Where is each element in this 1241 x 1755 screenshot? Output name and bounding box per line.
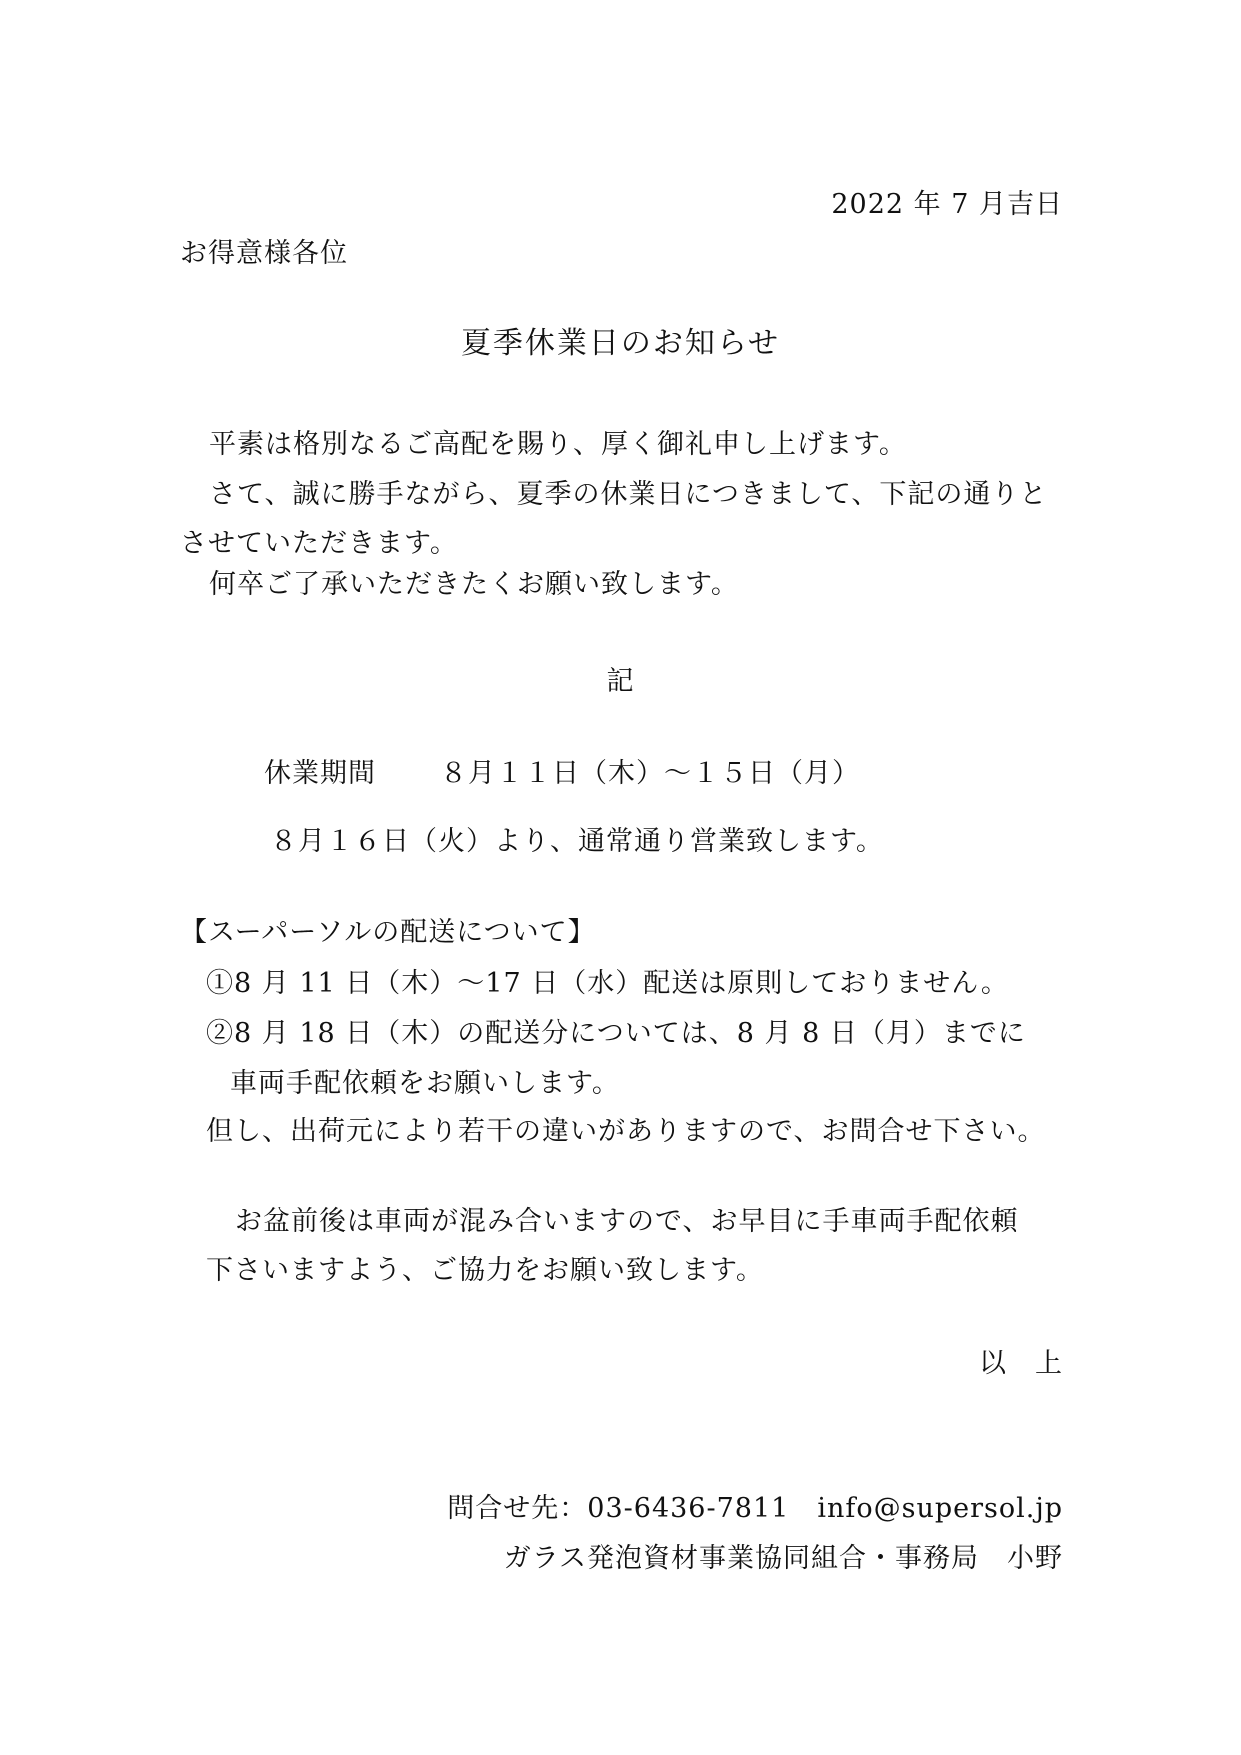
request-understanding: 何卒ご了承いただきたくお願い致します。: [209, 569, 739, 600]
delivery-item-1: ①8 月 11 日（木）～17 日（水）配送は原則しておりません。: [206, 968, 1009, 999]
closure-period-value: ８月１１日（木）～１５日（月）: [440, 758, 860, 789]
organization-signature: ガラス発泡資材事業協同組合・事務局 小野: [503, 1543, 1063, 1574]
notice-title: 夏季休業日のお知らせ: [460, 326, 781, 361]
delivery-section-heading: 【スーパーソルの配送について】: [180, 917, 596, 948]
announcement-line-2: させていただきます。: [180, 528, 458, 559]
resume-business-line: ８月１６日（火）より、通常通り営業致します。: [270, 826, 884, 857]
closing-mark: 以 上: [979, 1348, 1063, 1379]
request-line-2: 下さいますよう、ご協力をお願い致します。: [206, 1255, 764, 1286]
delivery-item-2-line-1: ②8 月 18 日（木）の配送分については、8 月 8 日（月）までに: [206, 1018, 1026, 1049]
ki-heading: 記: [606, 666, 635, 697]
announcement-line-1: さて、誠に勝手ながら、夏季の休業日につきまして、下記の通りと: [209, 479, 1048, 510]
recipient-line: お得意様各位: [180, 238, 348, 269]
greeting-paragraph: 平素は格別なるご高配を賜り、厚く御礼申し上げます。: [209, 429, 907, 460]
delivery-note: 但し、出荷元により若干の違いがありますので、お問合せ下さい。: [206, 1116, 1046, 1147]
contact-info: 問合せ先：03-6436-7811 info@supersol.jp: [447, 1493, 1063, 1524]
closure-period-label: 休業期間: [264, 758, 376, 789]
issue-date: 2022 年 7 月吉日: [831, 189, 1063, 220]
request-line-1: お盆前後は車両が混み合いますので、お早目に手車両手配依頼: [235, 1206, 1019, 1237]
delivery-item-2-line-2: 車両手配依頼をお願いします。: [230, 1068, 620, 1099]
